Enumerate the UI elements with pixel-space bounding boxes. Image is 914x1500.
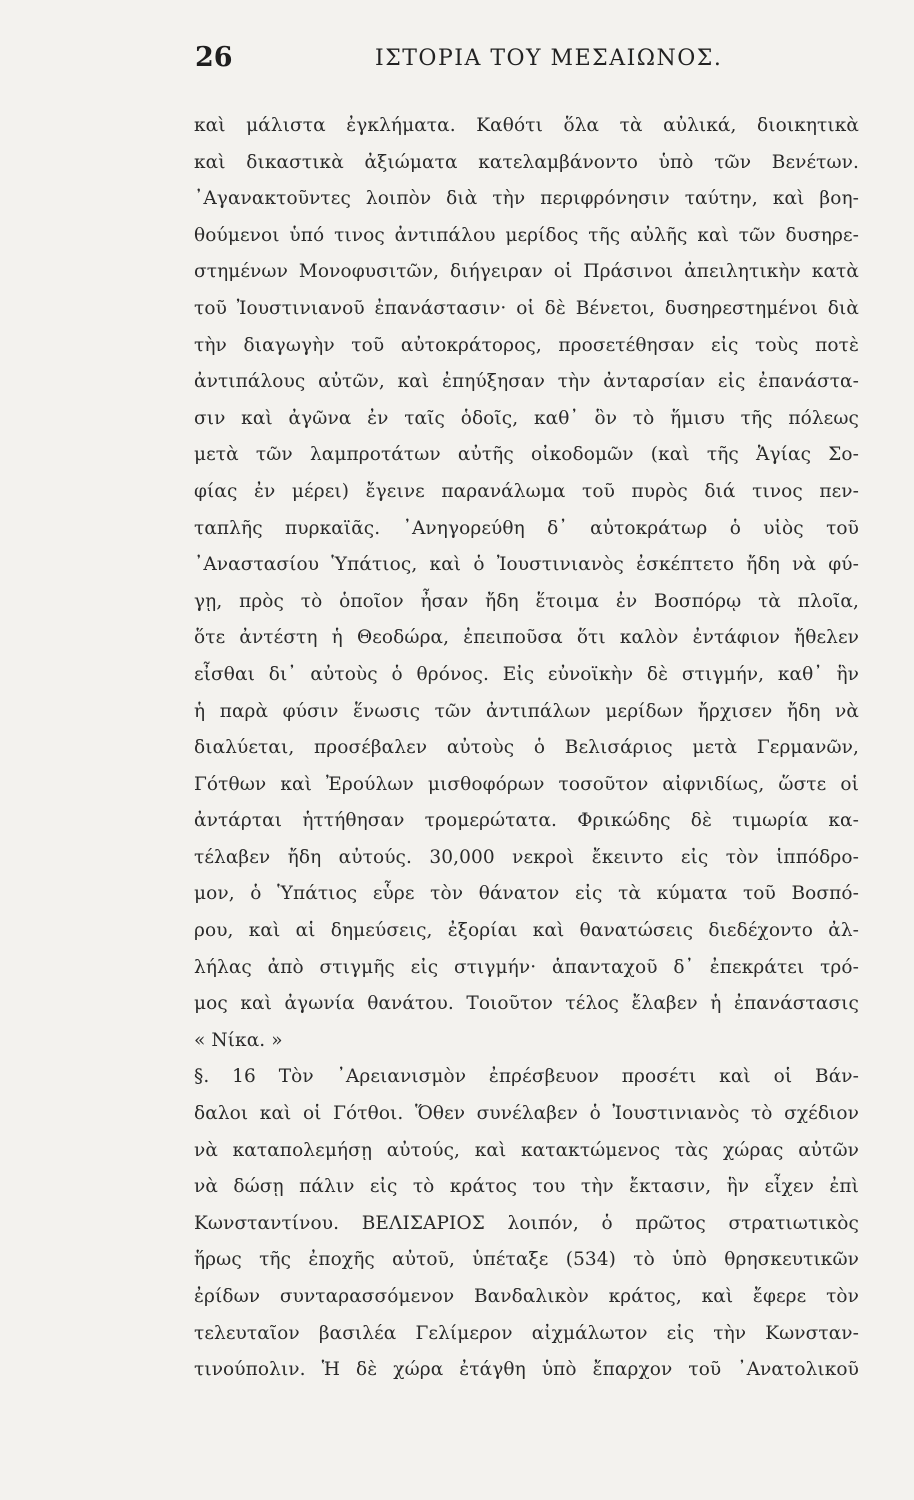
- text-line: μον, ὁ Ὑπάτιος εὗρε τὸν θάνατον εἰς τὰ κύματα τοῦ Βοσπό-: [194, 883, 859, 905]
- text-line: ἡ παρὰ φύσιν ἕνωσις τῶν ἀντιπάλων μερίδων ἤρχισεν ἤδη νὰ: [194, 700, 859, 722]
- text-line: μος καὶ ἀγωνία θανάτου. Τοιοῦτον τέλος ἔλαβεν ἡ ἐπανάστασις: [194, 993, 859, 1015]
- text-line: ὅτε ἀντέστη ἡ Θεοδώρα, ἐπειποῦσα ὅτι καλὸν ἐντάφιον ἤθελεν: [194, 627, 859, 649]
- text-line: δαλοι καὶ οἱ Γότθοι. Ὅθεν συνέλαβεν ὁ Ἰουστινιανὸς τὸ σχέδιον: [194, 1103, 859, 1125]
- text-line: ἀντιπάλους αὐτῶν, καὶ ἐπηύξησαν τὴν ἀνταρσίαν εἰς ἐπανάστα-: [194, 371, 859, 393]
- text-line: εἶσθαι δι᾿ αὐτοὺς ὁ θρόνος. Εἰς εὐνοϊκὴν δὲ στιγμήν, καθ᾿ ἣν: [194, 663, 859, 685]
- text-line: καὶ μάλιστα ἐγκλήματα. Καθότι ὅλα τὰ αὐλικά, διοικητικὰ: [194, 115, 859, 136]
- text-line: ρου, καὶ αἱ δημεύσεις, ἐξορίαι καὶ θανατώσεις διεδέχοντο ἀλ-: [194, 920, 859, 942]
- text-line: Γότθων καὶ Ἐρούλων μισθοφόρων τοσοῦτον αἰφνιδίως, ὥστε οἱ: [194, 773, 859, 795]
- text-line: θούμενοι ὑπό τινος ἀντιπάλου μερίδος τῆς αὐλῆς καὶ τῶν δυσηρε-: [194, 224, 859, 246]
- text-line: νὰ δώσῃ πάλιν εἰς τὸ κράτος του τὴν ἔκτασιν, ἣν εἶχεν ἐπὶ: [194, 1176, 859, 1198]
- running-title: ΙΣΤΟΡΙΑ ΤΟΥ ΜΕΣΑΙΩΝΟΣ.: [375, 46, 723, 71]
- text-line: Κωνσταντίνου. ΒΕΛΙΣΑΡΙΟΣ λοιπόν, ὁ πρῶτος στρατιωτικὸς: [194, 1212, 859, 1234]
- text-line: « Νίκα. »: [194, 1029, 283, 1051]
- body-text: [194, 108, 859, 1389]
- text-line: τὴν διαγωγὴν τοῦ αὐτοκράτορος, προσετέθησαν εἰς τοὺς ποτὲ: [194, 334, 859, 356]
- text-line: νὰ καταπολεμήσῃ αὐτούς, καὶ κατακτώμενος τὰς χώρας αὐτῶν: [194, 1139, 859, 1161]
- text-line: γῃ, πρὸς τὸ ὁποῖον ἦσαν ἤδη ἕτοιμα ἐν Βοσπόρῳ τὰ πλοῖα,: [194, 590, 859, 612]
- text-line: στημένων Μονοφυσιτῶν, διήγειραν οἱ Πράσινοι ἀπειλητικὴν κατὰ: [194, 261, 859, 283]
- text-line: ἐρίδων συνταρασσόμενον Βανδαλικὸν κράτος, καὶ ἔφερε τὸν: [194, 1286, 859, 1307]
- running-head: [195, 42, 855, 82]
- text-line: τελευταῖον βασιλέα Γελίμερον αἰχμάλωτον εἰς τὴν Κωνσταν-: [194, 1322, 859, 1344]
- text-line: μετὰ τῶν λαμπροτάτων αὐτῆς οἰκοδομῶν (καὶ τῆς Ἁγίας Σο-: [194, 444, 859, 466]
- text-line: φίας ἐν μέρει) ἔγεινε παρανάλωμα τοῦ πυρὸς διά τινος πεν-: [194, 480, 859, 502]
- section-start-line: §. 16 Τὸν ᾿Αρειανισμὸν ἐπρέσβευον προσέτι καὶ οἱ Βάν-: [194, 1066, 859, 1088]
- text-line: ᾿Αγανακτοῦντες λοιπὸν διὰ τὴν περιφρόνησιν ταύτην, καὶ βοη-: [194, 188, 859, 210]
- text-line: ἀντάρται ἡττήθησαν τρομερώτατα. Φρικώδης δὲ τιμωρία κα-: [194, 810, 859, 832]
- text-line: διαλύεται, προσέβαλεν αὐτοὺς ὁ Βελισάριος μετὰ Γερμανῶν,: [194, 737, 859, 759]
- page-number: 26: [195, 42, 233, 73]
- text-line: ταπλῆς πυρκαϊᾶς. ᾿Ανηγορεύθη δ᾿ αὐτοκράτωρ ὁ υἱὸς τοῦ: [194, 517, 859, 539]
- text-line: ἥρως τῆς ἐποχῆς αὐτοῦ, ὑπέταξε (534) τὸ ὑπὸ θρησκευτικῶν: [194, 1249, 859, 1271]
- text-line: τέλαβεν ἤδη αὐτούς. 30,000 νεκροὶ ἔκειντο εἰς τὸν ἱππόδρο-: [194, 846, 859, 868]
- text-line: ᾿Αναστασίου Ὑπάτιος, καὶ ὁ Ἰουστινιανὸς ἐσκέπτετο ἤδη νὰ φύ-: [194, 554, 859, 576]
- text-line: σιν καὶ ἀγῶνα ἐν ταῖς ὁδοῖς, καθ᾿ ὃν τὸ ἥμισυ τῆς πόλεως: [194, 407, 859, 429]
- text-line: καὶ δικαστικὰ ἀξιώματα κατελαμβάνοντο ὑπὸ τῶν Βενέτων.: [194, 151, 859, 173]
- text-line: λήλας ἀπὸ στιγμῆς εἰς στιγμήν· ἁπανταχοῦ δ᾿ ἐπεκράτει τρό-: [194, 956, 859, 978]
- text-line: τοῦ Ἰουστινιανοῦ ἐπανάστασιν· οἱ δὲ Βένετοι, δυσηρεστημένοι διὰ: [194, 297, 859, 319]
- text-line: τινούπολιν. Ἡ δὲ χώρα ἐτάγθη ὑπὸ ἔπαρχον τοῦ ᾿Ανατολικοῦ: [194, 1359, 859, 1381]
